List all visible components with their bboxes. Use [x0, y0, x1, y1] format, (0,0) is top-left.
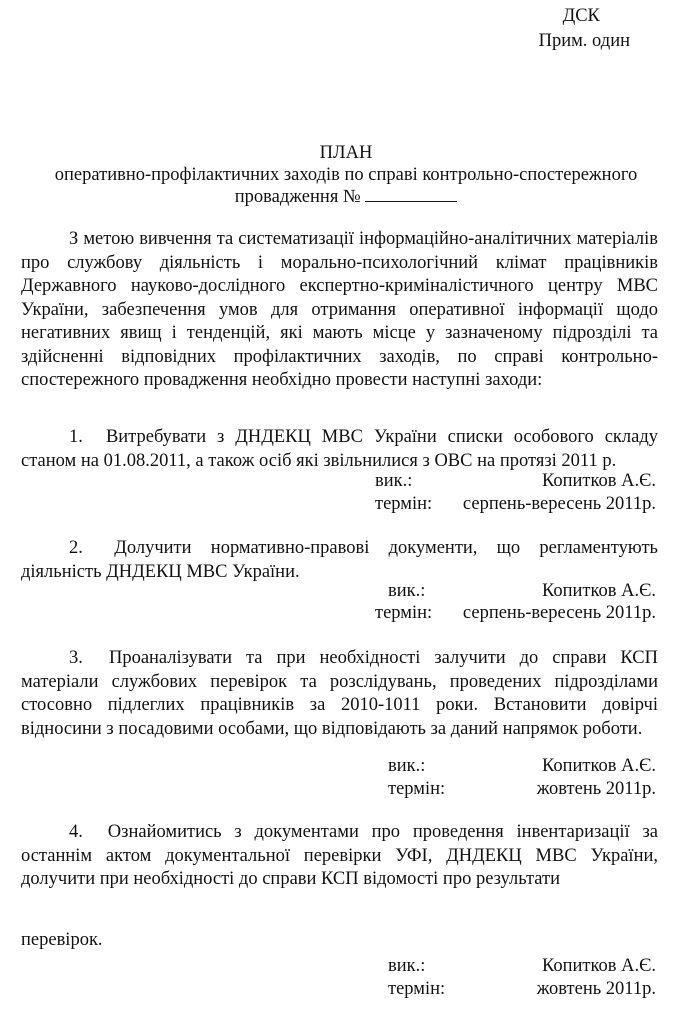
item-text-tail: перевірок.: [21, 930, 103, 950]
term-value: жовтень 2011р.: [536, 979, 656, 999]
classification-stamp: [539, 4, 630, 54]
document-title: ПЛАН: [319, 143, 373, 163]
executor-label: вик.:: [388, 756, 426, 776]
term-label: термін:: [388, 779, 446, 799]
item-executor: [0, 754, 692, 778]
plan-item: [21, 426, 658, 473]
plan-item: [21, 647, 658, 741]
item-term: [0, 601, 692, 625]
executor-label: вик.:: [388, 956, 426, 976]
plan-item: [21, 537, 658, 584]
item-term: [0, 492, 692, 516]
term-label: термін:: [388, 979, 446, 999]
item-number: 4.: [69, 822, 83, 842]
copy-number: Прим. один: [538, 31, 630, 51]
item-text: Проаналізувати та при необхідності залучити до справи КСП матеріали службових перевірок та розслідувань, проведених підрозділами стосовно підлеглих працівників за 2010-1011 роки. Встановити довірчі відносини з посадовими особами, що відповідають за даний напрямок роботи.: [21, 648, 659, 739]
item-number: 3.: [69, 648, 83, 668]
intro-text: З метою вивчення та систематизації інформаційно-аналітичних матеріалів про службову діяльність і морально-психологічний клімат працівників Державного науково-дослідного експертно-криміналістичного центру МВС України, забезпечення умов для отримання оперативної інформації щодо негативних явищ і тенденцій, які мають місце у зазначеному підрозділі та здійсненні відповідних профілактичних заходів, по справі контрольно-спостережного провадження необхідно провести наступні заходи:: [21, 229, 658, 390]
term-value: серпень-вересень 2011р.: [462, 603, 656, 623]
executor-name: Копитков А.Є.: [541, 581, 656, 601]
item-executor: [0, 469, 692, 493]
executor-name: Копитков А.Є.: [541, 756, 656, 776]
intro-paragraph: [21, 228, 658, 393]
term-label: термін:: [375, 494, 433, 514]
item-text: Витребувати з ДНДЕКЦ МВС України списки особового складу станом на 01.08.2011, а також осіб які звільнилися з ОВС на протязі 2011 р.: [21, 427, 659, 471]
executor-name: Копитков А.Є.: [541, 956, 656, 976]
executor-name: Копитков А.Є.: [541, 471, 656, 491]
document-subtitle: оперативно-профілактичних заходів по справі контрольно-спостережного: [54, 165, 638, 185]
term-value: жовтень 2011р.: [536, 779, 656, 799]
term-value: серпень-вересень 2011р.: [462, 494, 656, 514]
case-number-label: провадження №: [234, 187, 361, 207]
item-text: Долучити нормативно-правові документи, що регламентують діяльність ДНДЕКЦ МВС України.: [21, 538, 658, 582]
document-subtitle-number: [0, 185, 692, 209]
plan-item: [21, 821, 658, 892]
case-number-blank: [365, 185, 457, 202]
term-label: термін:: [375, 603, 433, 623]
executor-label: вик.:: [388, 581, 426, 601]
item-term: [0, 977, 692, 1001]
item-term: [0, 777, 692, 801]
item-executor: [0, 579, 692, 603]
plan-item-continuation: [21, 929, 658, 953]
item-number: 2.: [69, 538, 83, 558]
executor-label: вик.:: [375, 471, 413, 491]
item-executor: [0, 954, 692, 978]
item-text: Ознайомитись з документами про проведення інвентаризації за останнім актом документальної перевірки УФІ, ДНДЕКЦ МВС України, долучити при необхідності до справи КСП відомості про результати: [21, 822, 659, 889]
item-number: 1.: [69, 427, 83, 447]
classification-mark: ДСК: [562, 6, 600, 26]
